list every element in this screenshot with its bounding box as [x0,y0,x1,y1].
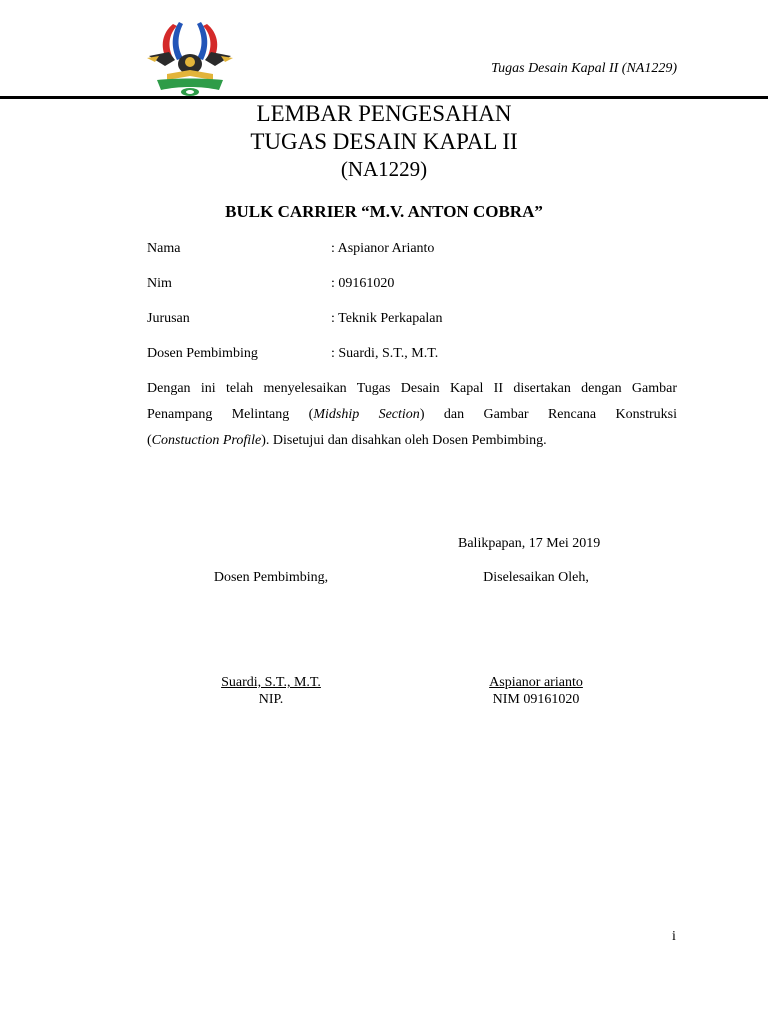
title-line-1: LEMBAR PENGESAHAN [256,101,512,126]
info-label-supervisor: Dosen Pembimbing [147,346,258,361]
paragraph-text: Penampang Melintang ( [147,407,314,422]
header-title: Tugas Desain Kapal II (NA1229) [491,61,677,76]
paragraph-italic-term: Constuction Profile [151,433,262,448]
paragraph-text: ) dan Gambar Rencana Konstruksi [419,407,677,422]
info-value-department: : Teknik Perkapalan [331,311,443,326]
paragraph-line-3 [147,428,677,454]
info-value-name: : Aspianor Arianto [331,241,435,256]
title-course-code: (NA1229) [340,157,428,181]
header-divider [0,96,768,99]
university-logo [145,16,235,98]
paragraph-text: ( [147,433,152,448]
place-date: Balikpapan, 17 Mei 2019 [458,536,601,551]
author-id: NIM 09161020 [492,692,580,707]
page-number: i [672,929,676,944]
paragraph-line-1: Dengan ini telah menyelesaikan Tugas Desain Kapal II disertakan dengan Gambar [147,381,677,396]
supervisor-name: Suardi, S.T., M.T. [221,675,321,690]
info-value-supervisor: : Suardi, S.T., M.T. [331,346,439,361]
info-label-name: Nama [147,241,181,256]
paragraph-text: ). Disetujui dan disahkan oleh Dosen Pembimbing. [261,433,547,448]
paragraph-line-2 [147,402,677,428]
supervisor-id: NIP. [258,692,284,707]
supervisor-role: Dosen Pembimbing, [213,570,329,585]
author-role: Diselesaikan Oleh, [483,570,589,585]
project-subtitle: BULK CARRIER “M.V. ANTON COBRA” [225,202,543,221]
info-value-nim: : 09161020 [331,276,395,291]
approval-paragraph [147,376,677,454]
info-label-nim: Nim [147,276,172,291]
paragraph-italic-term: Midship Section [313,407,420,422]
emblem-icon [147,22,233,96]
author-name: Aspianor arianto [489,675,583,690]
info-label-department: Jurusan [147,311,190,326]
title-line-2: TUGAS DESAIN KAPAL II [250,129,518,154]
